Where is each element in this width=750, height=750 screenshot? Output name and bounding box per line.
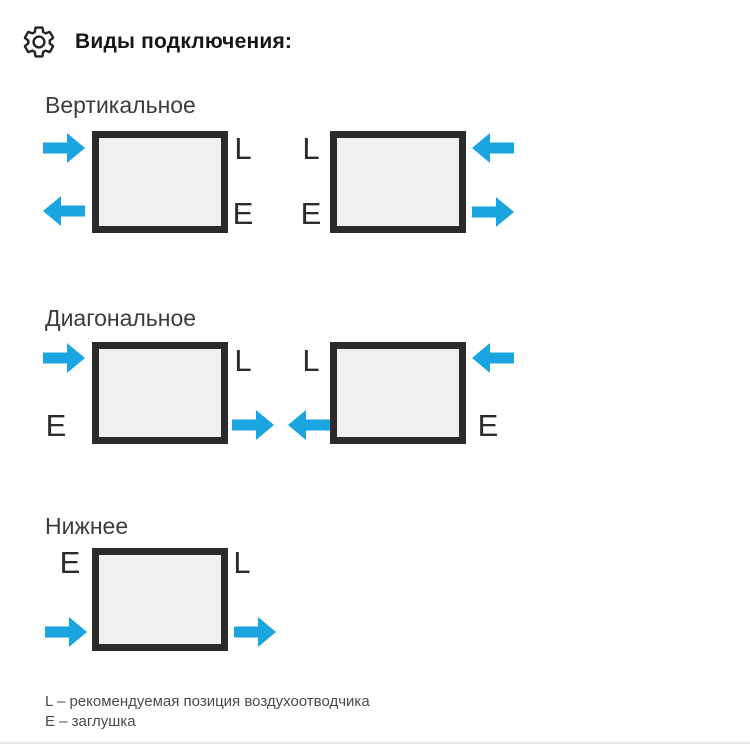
flow-arrow-left-icon <box>472 343 514 373</box>
flow-arrow-right-icon <box>232 410 274 440</box>
plug-marker: E <box>300 195 322 231</box>
air-vent-marker: L <box>234 130 252 166</box>
radiator-rect <box>92 131 228 233</box>
radiator-rect <box>92 342 228 444</box>
legend-plug-text: E – заглушка <box>45 713 136 730</box>
section-label-diagonal: Диагональное <box>45 305 197 331</box>
flow-arrow-right-icon <box>43 133 85 163</box>
section-label-vertical: Вертикальное <box>45 92 196 118</box>
flow-arrow-right-icon <box>45 617 87 647</box>
plug-marker: E <box>45 407 67 443</box>
section-label-bottom: Нижнее <box>45 513 129 539</box>
radiator-rect <box>330 342 466 444</box>
flow-arrow-right-icon <box>472 197 514 227</box>
air-vent-marker: L <box>302 342 320 378</box>
plug-marker: E <box>232 195 254 231</box>
plug-marker: E <box>477 407 499 443</box>
radiator-rect <box>330 131 466 233</box>
page-title: Виды подключения: <box>75 30 293 53</box>
air-vent-marker: L <box>302 130 320 166</box>
plug-marker: E <box>59 544 81 580</box>
flow-arrow-left-icon <box>472 133 514 163</box>
flow-arrow-right-icon <box>43 343 85 373</box>
flow-arrow-left-icon <box>43 196 85 226</box>
air-vent-marker: L <box>233 544 251 580</box>
legend-vent-text: L – рекомендуемая позиция воздухоотводчика <box>45 693 370 710</box>
bottom-divider <box>0 742 750 744</box>
radiator-rect <box>92 548 228 651</box>
flow-arrow-right-icon <box>234 617 276 647</box>
gear-icon <box>21 24 57 60</box>
flow-arrow-left-icon <box>288 410 330 440</box>
air-vent-marker: L <box>234 342 252 378</box>
